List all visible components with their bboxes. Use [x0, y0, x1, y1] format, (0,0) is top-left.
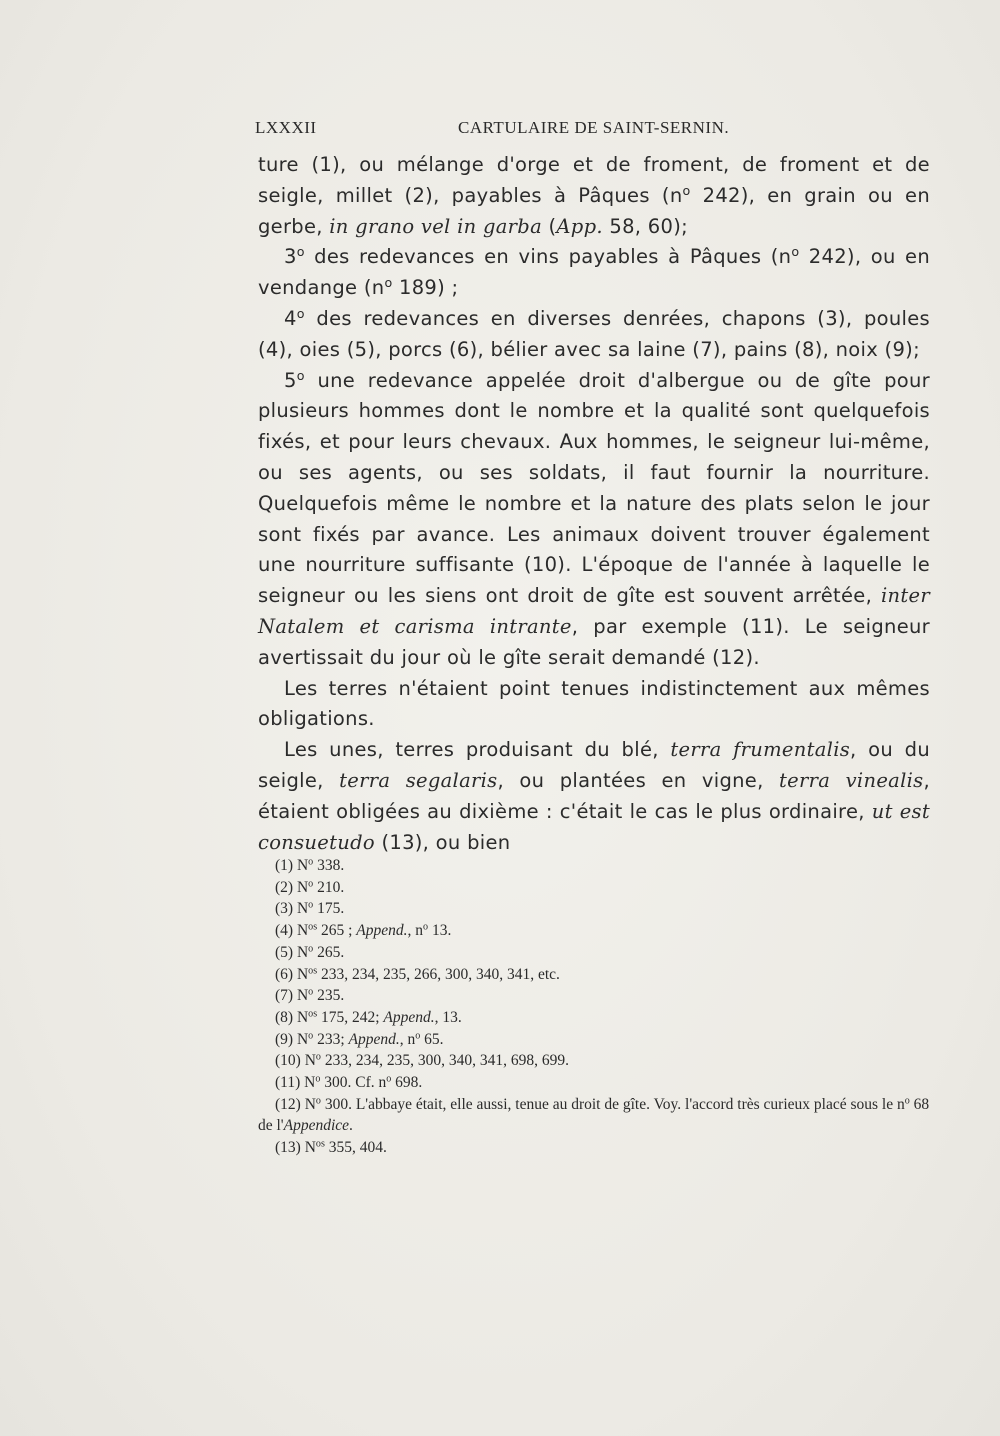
- paragraph-1: ture (1), ou mélange d'orge et de froment, de froment et de seigle, millet (2), payables à Pâques ($n^o$ 242), en grain ou en gerbe, in grano vel in garba (App. 58, 60);: [258, 153, 930, 238]
- footnote-10: (10) $N^o$ 233, 234, 235, 300, 340, 341, 698, 699.: [275, 1051, 569, 1070]
- footnote-5: (5) $N^o$ 265.: [275, 943, 345, 961]
- footnote-12: (12) $N^o$ 300. L'abbaye était, elle aussi, tenue au droit de gîte. Voy. l'accord très curieux placé sous le $n^o$ 68 de l'Appendice.: [258, 1095, 930, 1135]
- running-title: CARTULAIRE DE SAINT-SERNIN.: [458, 118, 730, 137]
- footnote-3: (3) $N^o$ 175.: [275, 899, 345, 918]
- footnote-4: (4) $N^{os}$ 265 ; Append., $n^o$ 13.: [275, 921, 452, 940]
- footnote-6: (6) $N^{os}$ 233, 234, 235, 266, 300, 340, 341, etc.: [275, 964, 560, 983]
- page-header: [255, 118, 930, 140]
- footnote-13: (13) $N^{os}$ 355, 404.: [275, 1138, 387, 1157]
- footnote-1: (1) $N^o$ 338.: [275, 856, 345, 874]
- main-text: [258, 150, 930, 858]
- paragraph-6: Les unes, terres produisant du blé, terra frumentalis, ou du seigle, terra segalaris, ou plantées en vigne, terra vinealis, étaient obligées au dixième : c'était le cas le plus ordinaire, ut est consuetudo (13), ou bien: [258, 738, 931, 854]
- footnote-11: (11) $N^o$ 300. Cf. $n^o$ 698.: [275, 1073, 423, 1092]
- paragraph-4: 5$^o$ une redevance appelée droit d'albergue ou de gîte pour plusieurs hommes dont le nombre et la qualité sont quelquefois fixés, et pour leurs chevaux. Aux hommes, le seigneur lui-même, ou ses agents, ou ses soldats, il faut fournir la nourriture. Quelquefois même le nombre et la nature des plats selon le jour sont fixés par avance. Les animaux doivent trouver également une nourriture suffisante (10). L'époque de l'année à laquelle le seigneur ou les siens ont droit de gîte est souvent arrêtée, inter Natalem et carisma intrante, par exemple (11). Le seigneur avertissait du jour où le gîte serait demandé (12).: [258, 367, 930, 669]
- footnote-8: (8) $N^{os}$ 175, 242; Append., 13.: [275, 1008, 462, 1026]
- footnotes: [258, 855, 938, 1159]
- page-number: LXXXII: [255, 118, 317, 137]
- footnote-7: (7) $N^o$ 235.: [275, 986, 345, 1005]
- footnote-9: (9) $N^o$ 233; Append., $n^o$ 65.: [275, 1030, 444, 1048]
- paragraph-2: 3$^o$ des redevances en vins payables à Pâques ($n^o$ 242), ou en vendange ($n^o$ 189) ;: [258, 244, 930, 300]
- paragraph-5: Les terres n'étaient point tenues indistinctement aux mêmes obligations.: [258, 676, 930, 731]
- footnote-2: (2) $N^o$ 210.: [275, 878, 345, 896]
- paragraph-3: 4$^o$ des redevances en diverses denrées, chapons (3), poules (4), oies (5), porcs (6), bélier avec sa laine (7), pains (8), noix (9);: [258, 306, 930, 361]
